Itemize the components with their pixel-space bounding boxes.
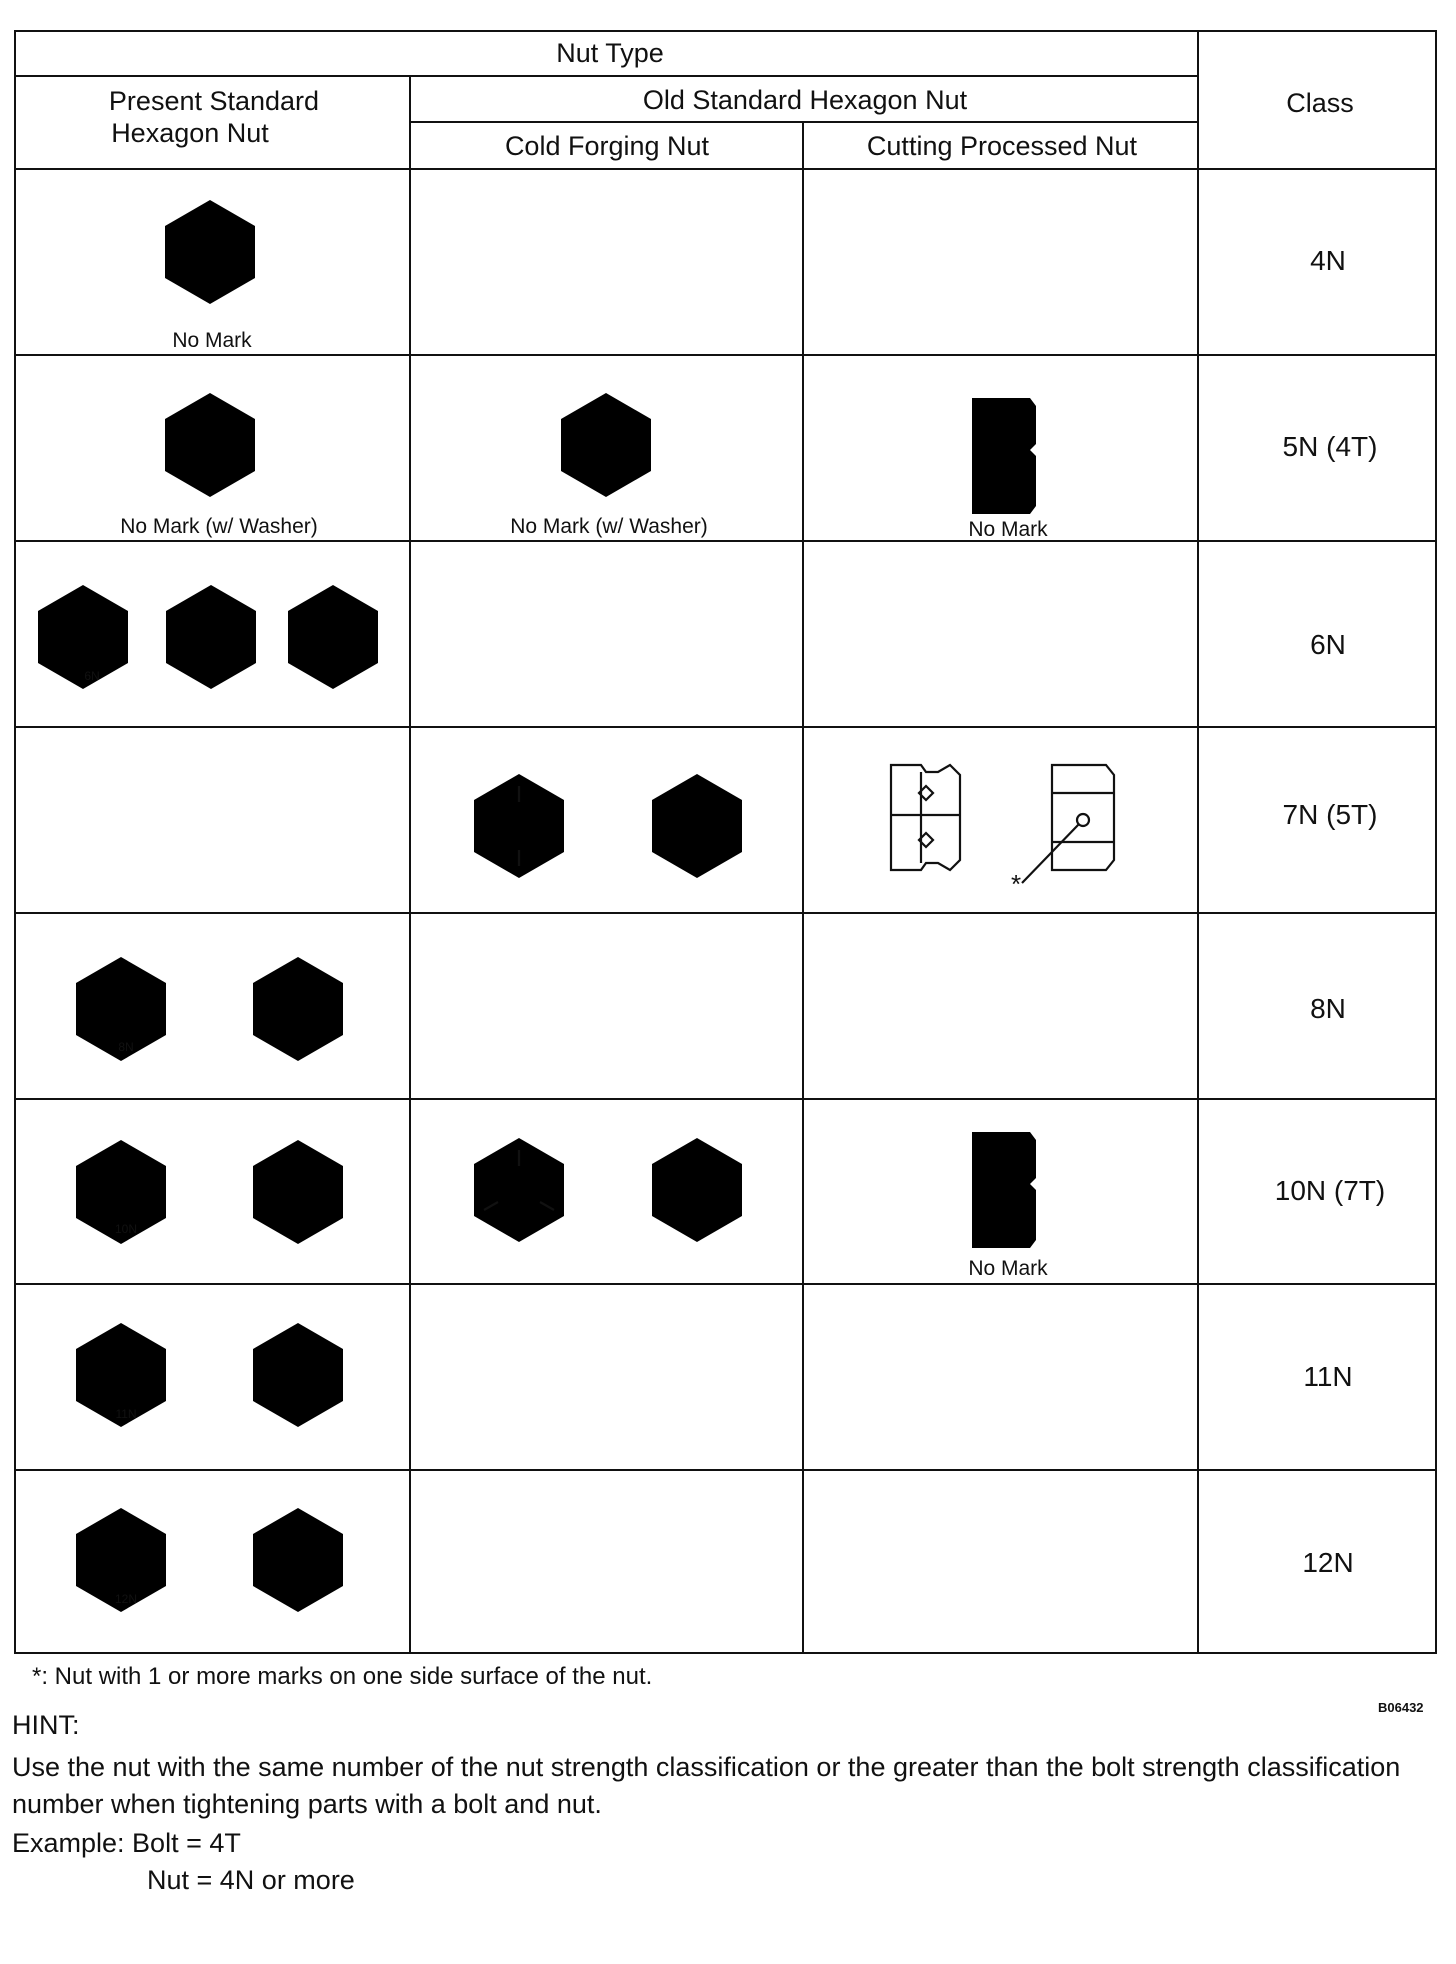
class-5n: 5N (4T) bbox=[1282, 431, 1378, 462]
mark-11n: 11N bbox=[115, 1407, 137, 1421]
nut-side-view-icon bbox=[1022, 765, 1114, 883]
hex-nut-icon bbox=[288, 585, 378, 689]
nut-side-view-icon bbox=[972, 1132, 1036, 1248]
hex-nut-icon bbox=[253, 1508, 343, 1612]
figure-id: B06432 bbox=[1378, 1700, 1424, 1715]
header-present-line1: Present Standard bbox=[108, 86, 320, 116]
class-7n: 7N (5T) bbox=[1282, 799, 1378, 830]
hex-nut-washer-icon bbox=[561, 393, 651, 497]
hex-nut-icon bbox=[166, 585, 256, 689]
class-4n: 4N bbox=[1310, 245, 1346, 276]
hex-nut-icon bbox=[253, 957, 343, 1061]
example-block bbox=[12, 1825, 355, 1899]
hex-nut-washer-icon bbox=[165, 393, 255, 497]
label-no-mark-washer-cold: No Mark (w/ Washer) bbox=[510, 515, 708, 538]
hex-nut-icon bbox=[253, 1323, 343, 1427]
class-6n: 6N bbox=[1310, 629, 1346, 660]
header-present-line2: Hexagon Nut bbox=[111, 118, 269, 148]
hex-nut-icon bbox=[38, 585, 128, 689]
label-no-mark-side: No Mark bbox=[968, 518, 1048, 541]
class-10n: 10N (7T) bbox=[1274, 1175, 1386, 1206]
example-nut: Nut = 4N or more bbox=[147, 1865, 355, 1895]
header-old-standard: Old Standard Hexagon Nut bbox=[642, 85, 968, 115]
example-bolt: Example: Bolt = 4T bbox=[12, 1828, 241, 1858]
hex-nut-icon bbox=[474, 1138, 564, 1242]
asterisk-mark: * bbox=[1010, 869, 1022, 899]
header-cutting-processed: Cutting Processed Nut bbox=[866, 131, 1138, 161]
mark-8n: 8N bbox=[118, 1040, 134, 1054]
nut-side-view-icon bbox=[891, 765, 960, 870]
class-12n: 12N bbox=[1302, 1547, 1354, 1578]
nut-side-view-icon bbox=[972, 398, 1036, 514]
label-no-mark-side-10n: No Mark bbox=[968, 1257, 1048, 1280]
mark-6n: 6N bbox=[84, 669, 100, 683]
hint-title: HINT: bbox=[12, 1710, 80, 1740]
class-8n: 8N bbox=[1310, 993, 1346, 1024]
label-no-mark: No Mark bbox=[172, 329, 252, 352]
hex-nut-icon bbox=[652, 774, 742, 878]
header-cold-forging: Cold Forging Nut bbox=[504, 131, 710, 161]
hex-nut-icon bbox=[474, 774, 564, 878]
hex-nut-icon bbox=[253, 1140, 343, 1244]
footnote: *: Nut with 1 or more marks on one side surface of the nut. bbox=[32, 1663, 653, 1690]
hint-body: Use the nut with the same number of the nut strength classification or the greater than the bolt strength classification number when tightening parts with a bolt and nut. bbox=[12, 1752, 1401, 1819]
class-11n: 11N bbox=[1303, 1361, 1353, 1392]
hex-nut-icon bbox=[165, 200, 255, 304]
header-class: Class bbox=[1286, 88, 1354, 118]
hex-nut-icon bbox=[652, 1138, 742, 1242]
label-no-mark-washer: No Mark (w/ Washer) bbox=[120, 515, 318, 538]
mark-10n: 10N bbox=[114, 1222, 138, 1236]
header-nut-type: Nut Type bbox=[556, 38, 664, 68]
mark-12n: 12N bbox=[114, 1592, 138, 1606]
